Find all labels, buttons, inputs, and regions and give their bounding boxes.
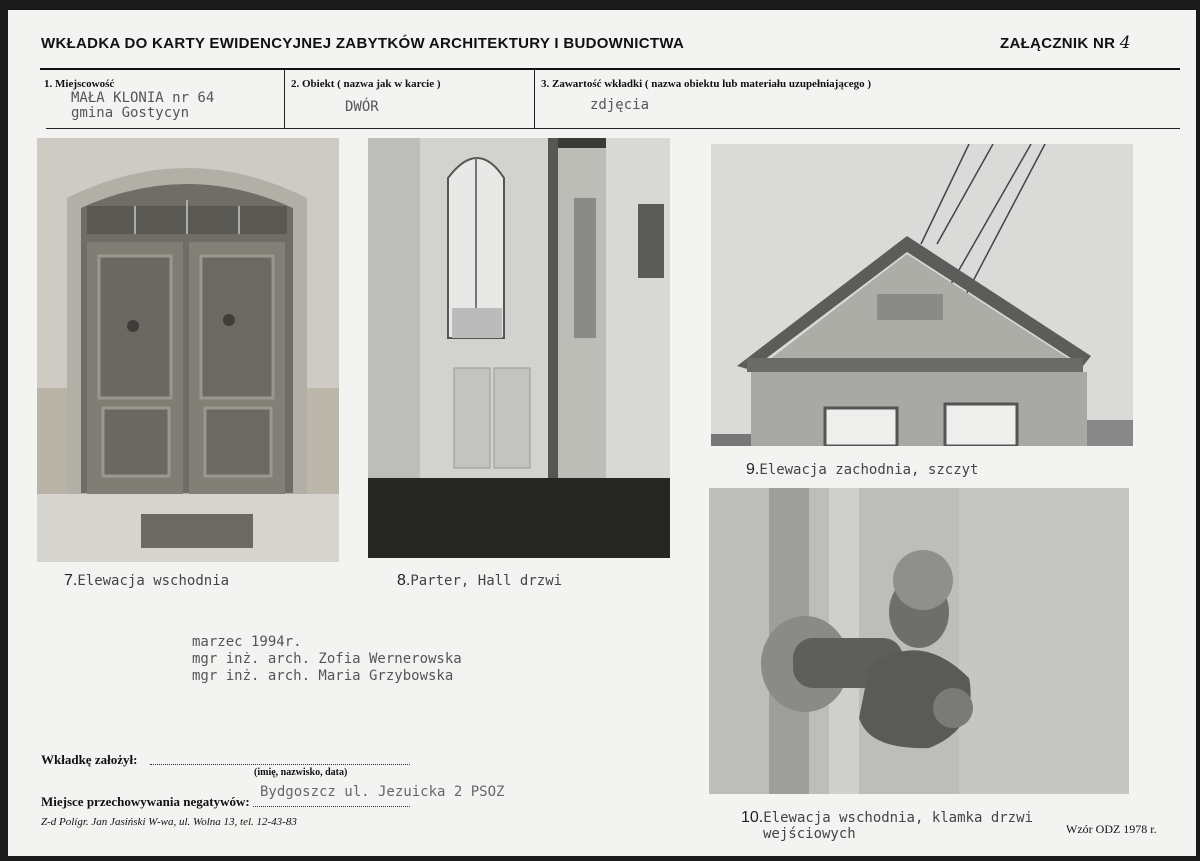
caption-9-text: Elewacja zachodnia, szczyt — [759, 462, 979, 478]
photo-7-east-elevation — [37, 138, 339, 562]
hall-illustration — [368, 138, 670, 558]
caption-10 — [741, 810, 1033, 842]
place-label: 1. Miejscowość — [44, 78, 115, 90]
storage-value: Bydgoszcz ul. Jezuicka 2 PSOZ — [260, 784, 505, 800]
caption-10-text: Elewacja wschodnia, klamka drzwi — [763, 810, 1033, 826]
founded-label: Wkładkę założył: — [41, 752, 138, 767]
handle-illustration — [709, 488, 1129, 794]
caption-7 — [64, 572, 229, 590]
notes-author-2: mgr inż. arch. Maria Grzybowska — [192, 668, 454, 684]
caption-10-text-line2: wejściowych — [763, 826, 856, 842]
storage-label: Miejsce przechowywania negatywów: — [41, 794, 250, 809]
notes-block — [192, 634, 462, 685]
caption-7-text: Elewacja wschodnia — [77, 573, 230, 589]
printer-info: Z-d Polígr. Jan Jasiński W-wa, ul. Wolna 13, tel. 12-43-83 — [41, 816, 297, 828]
place-line1: MAŁA KLONIA nr 64 — [71, 90, 215, 106]
field-divider-2 — [534, 70, 535, 128]
contents-label: 3. Zawartość wkładki ( nazwa obiektu lub materiału uzupełniającego ) — [541, 78, 872, 90]
notes-date: marzec 1994r. — [192, 634, 302, 650]
field-table-top — [40, 68, 1180, 70]
caption-8-number: 8. — [397, 572, 411, 589]
founded-hint: (imię, nazwisko, data) — [254, 767, 348, 778]
caption-7-number: 7. — [64, 572, 78, 589]
field-divider-1 — [284, 70, 285, 128]
door-illustration — [37, 138, 339, 562]
contents-value: zdjęcia — [590, 97, 650, 113]
caption-8-text: Parter, Hall drzwi — [410, 573, 563, 589]
object-value: DWÓR — [345, 99, 379, 115]
object-label: 2. Obiekt ( nazwa jak w karcie ) — [291, 78, 441, 90]
caption-9-number: 9. — [746, 461, 760, 478]
photo-9-west-gable — [711, 144, 1133, 446]
attachment-number: 4 — [1119, 33, 1131, 53]
caption-9 — [746, 461, 979, 479]
photo-10-door-handle — [709, 488, 1129, 794]
caption-8 — [397, 572, 562, 590]
document-sheet — [8, 10, 1196, 856]
place-value — [71, 91, 214, 121]
gable-illustration — [711, 144, 1133, 446]
caption-10-number: 10. — [741, 809, 764, 826]
place-line2: gmina Gostycyn — [71, 105, 190, 121]
notes-author-1: mgr inż. arch. Zofia Wernerowska — [192, 651, 462, 667]
photo-8-hall-doors — [368, 138, 670, 558]
document-title: WKŁADKA DO KARTY EWIDENCYJNEJ ZABYTKÓW ARCHITEKTURY I BUDOWNICTWA — [41, 35, 685, 52]
form-code: Wzór ODZ 1978 r. — [1066, 822, 1157, 836]
attachment-label-text: ZAŁĄCZNIK NR — [1000, 35, 1116, 52]
field-table-bottom — [46, 128, 1180, 129]
attachment-label — [1000, 33, 1131, 53]
founded-line — [150, 756, 410, 765]
